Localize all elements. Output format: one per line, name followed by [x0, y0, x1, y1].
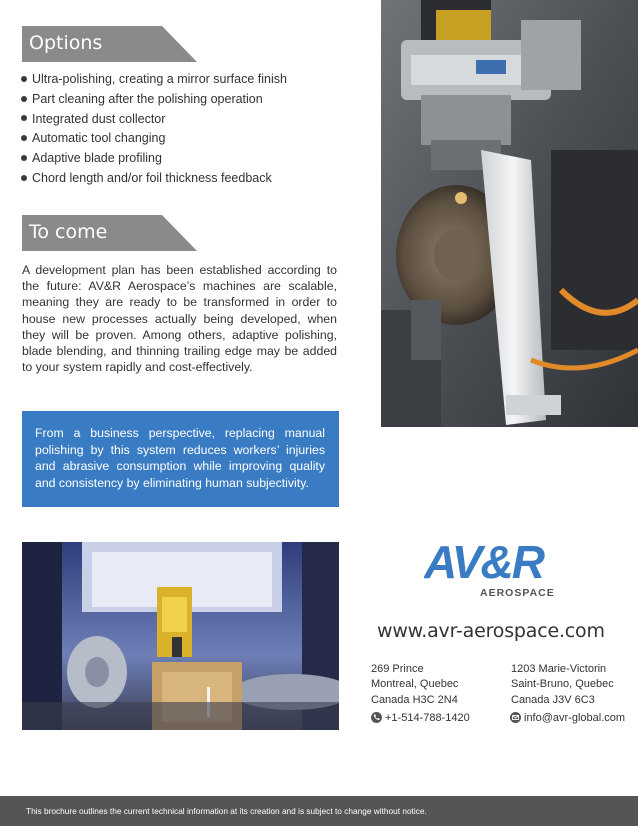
address-montreal: 269 Prince Montreal, Quebec Canada H3C 2N4 — [371, 663, 459, 706]
bullet-icon — [21, 76, 27, 82]
email-icon — [510, 712, 521, 723]
footer-disclaimer: This brochure outlines the current technical information at its creation and is subject to change without notice. — [26, 806, 427, 816]
footer-bar — [0, 796, 638, 826]
to-come-banner — [22, 215, 197, 251]
phone-number: +1-514-788-1420 — [385, 712, 470, 724]
logo-text: AV&R — [424, 536, 543, 588]
phone-icon — [371, 712, 382, 723]
machine-cell-photo — [22, 542, 339, 730]
logo-graphic — [424, 536, 564, 602]
options-title: Options — [29, 32, 103, 54]
options-list — [21, 70, 287, 189]
list-item: Automatic tool changing — [21, 129, 287, 149]
bullet-icon — [21, 115, 27, 121]
avr-logo — [424, 536, 564, 602]
bullet-icon — [21, 155, 27, 161]
callout-box — [22, 411, 339, 507]
list-item: Adaptive blade profiling — [21, 149, 287, 169]
list-item: Ultra-polishing, creating a mirror surface finish — [21, 70, 287, 90]
list-item: Integrated dust collector — [21, 110, 287, 130]
list-item: Part cleaning after the polishing operation — [21, 90, 287, 110]
list-item: Chord length and/or foil thickness feedback — [21, 169, 287, 189]
email-contact[interactable] — [510, 712, 625, 724]
phone-contact[interactable] — [371, 712, 470, 724]
callout-text: From a business perspective, replacing manual polishing by this system reduces workers’ injuries and abrasive consumption while improving quality and consistency by eliminating human subjectivity. — [35, 426, 325, 490]
options-banner — [22, 26, 197, 62]
bullet-icon — [21, 96, 27, 102]
bullet-icon — [21, 175, 27, 181]
robot-polishing-illustration — [381, 0, 638, 427]
robot-polishing-photo — [381, 0, 638, 427]
email-address: info@avr-global.com — [524, 712, 626, 724]
logo-subtext: AEROSPACE — [480, 587, 555, 599]
address-saint-bruno: 1203 Marie-Victorin Saint-Bruno, Quebec Canada J3V 6C3 — [511, 663, 614, 706]
bullet-icon — [21, 135, 27, 141]
machine-cell-illustration — [22, 542, 339, 730]
to-come-title: To come — [29, 221, 108, 243]
to-come-paragraph: A development plan has been established according to the future: AV&R Aerospace’s machines are scalable, meaning they are ready to be transformed in order to house new processes actually being developed, when they will be proven. Among others, adaptive polishing, blade blending, and thinning trailing edge may be added to your system rapidly and cost-effectively. — [22, 263, 337, 375]
website-url[interactable]: www.avr-aerospace.com — [377, 620, 605, 642]
